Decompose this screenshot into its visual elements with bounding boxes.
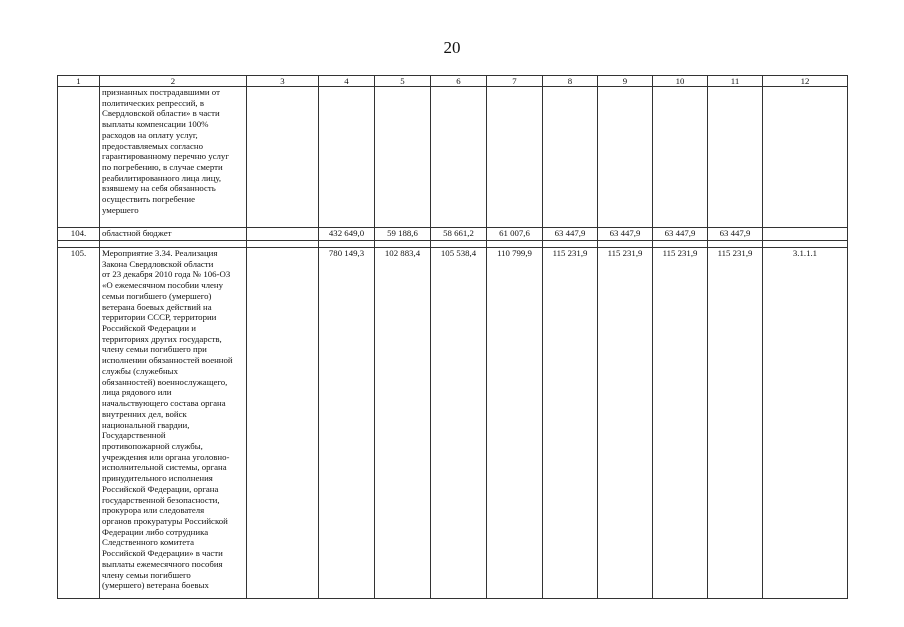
table-row (58, 87, 848, 228)
value-cell: 63 447,9 (708, 228, 763, 241)
row-number: 104. (58, 228, 100, 241)
value-cell: 105 538,4 (431, 248, 487, 599)
column-header: 1 (58, 76, 100, 87)
row-description: Мероприятие 3.34. Реализация Закона Свердловской области от 23 декабря 2010 года № 106-ОЗ «О ежемесячном пособии члену семьи погибшего (умершего) ветерана боевых действий на территории СССР, территории Российской Федерации и территориях других государств, члену семьи погибшего при исполнении обязанностей военной службы (служебных обязанностей) военнослужащего, лица рядового или начальствующего состава органа внутренних дел, войск национальной гвардии, Государственной противопожарной службы, учреждения или органа уголовно- исполнительной системы, органа принудительного исполнения Российской Федерации, органа государственной безопасности, прокурора или следователя органов прокуратуры Российской Федерации либо сотрудника Следственного комитета Российской Федерации» в части выплаты ежемесячного пособия члену семьи погибшего (умершего) ветерана боевых (100, 248, 247, 599)
spacer-cell (319, 241, 375, 248)
table-row (58, 228, 848, 241)
value-cell (708, 87, 763, 228)
value-cell (431, 87, 487, 228)
target-index-cell: 3.1.1.1 (763, 248, 848, 599)
column-header: 11 (708, 76, 763, 87)
column-header: 5 (375, 76, 431, 87)
page-number: 20 (443, 38, 461, 57)
row-number: 105. (58, 248, 100, 599)
spacer-cell (763, 241, 848, 248)
value-cell: 102 883,4 (375, 248, 431, 599)
value-cell (653, 87, 708, 228)
row-description: признанных пострадавшими от политических репрессий, в Свердловской области» в части выплаты компенсации 100% расходов на оплату услуг, предоставляемых согласно гарантированному перечню услуг по погребению, в случае смерти реабилитированного лица лицу, взявшему на себя обязанность осуществить погребение умершего (100, 87, 247, 228)
target-index-cell (763, 228, 848, 241)
column-header: 9 (598, 76, 653, 87)
table-row-spacer (58, 241, 848, 248)
spacer-cell (708, 241, 763, 248)
value-cell: 432 649,0 (319, 228, 375, 241)
value-cell: 115 231,9 (653, 248, 708, 599)
cell-col3 (247, 87, 319, 228)
row-number (58, 87, 100, 228)
spacer-cell (375, 241, 431, 248)
row-description: областной бюджет (100, 228, 247, 241)
cell-col3 (247, 248, 319, 599)
spacer-cell (653, 241, 708, 248)
column-header: 10 (653, 76, 708, 87)
spacer-cell (543, 241, 598, 248)
spacer-cell (431, 241, 487, 248)
value-cell: 59 188,6 (375, 228, 431, 241)
value-cell: 61 007,6 (487, 228, 543, 241)
spacer-cell (100, 241, 247, 248)
value-cell (543, 87, 598, 228)
spacer-cell (58, 241, 100, 248)
value-cell: 63 447,9 (598, 228, 653, 241)
value-cell (487, 87, 543, 228)
column-header: 12 (763, 76, 848, 87)
value-cell: 115 231,9 (543, 248, 598, 599)
spacer-cell (598, 241, 653, 248)
value-cell: 115 231,9 (598, 248, 653, 599)
value-cell: 115 231,9 (708, 248, 763, 599)
column-header: 4 (319, 76, 375, 87)
value-cell (598, 87, 653, 228)
target-index-cell (763, 87, 848, 228)
cell-col3 (247, 228, 319, 241)
spacer-cell (247, 241, 319, 248)
column-header: 2 (100, 76, 247, 87)
column-header: 7 (487, 76, 543, 87)
table-row (58, 248, 848, 599)
value-cell: 58 661,2 (431, 228, 487, 241)
value-cell: 780 149,3 (319, 248, 375, 599)
column-header: 3 (247, 76, 319, 87)
column-header: 6 (431, 76, 487, 87)
column-number-header (58, 76, 848, 87)
value-cell: 63 447,9 (653, 228, 708, 241)
program-table (57, 75, 848, 599)
spacer-cell (487, 241, 543, 248)
value-cell (319, 87, 375, 228)
value-cell (375, 87, 431, 228)
value-cell: 110 799,9 (487, 248, 543, 599)
value-cell: 63 447,9 (543, 228, 598, 241)
column-header: 8 (543, 76, 598, 87)
